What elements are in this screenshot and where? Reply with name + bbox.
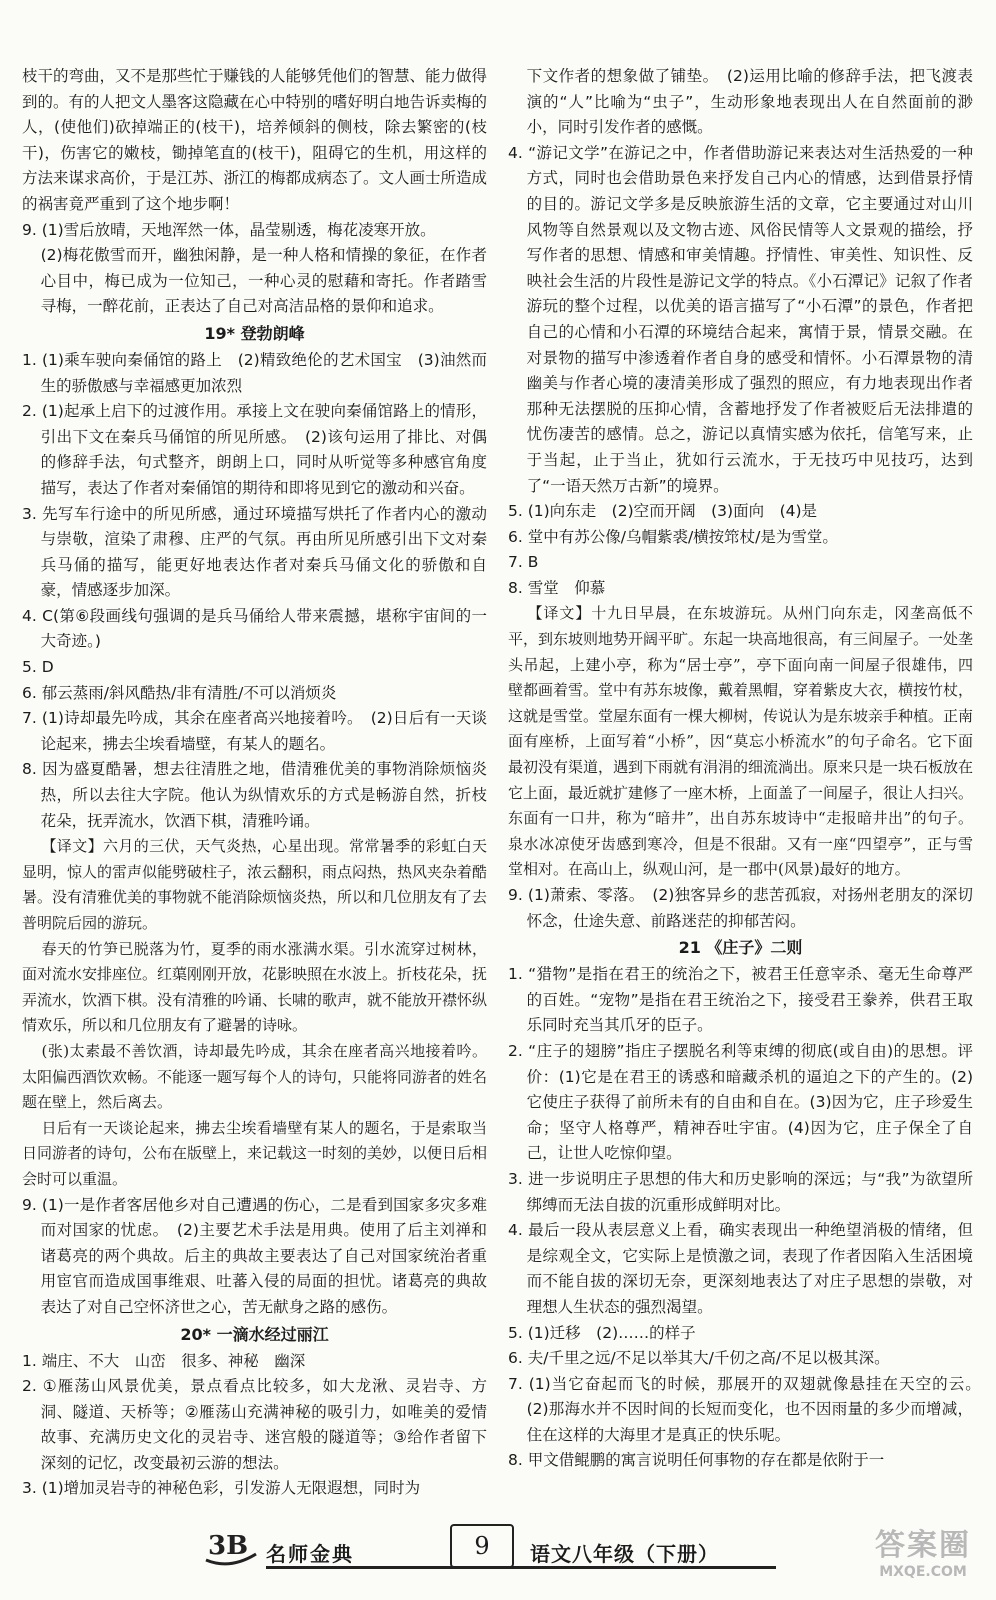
answer-paragraph: 2. (1)起承上启下的过渡作用。承接上文在驶向秦俑馆路上的情形，引出下文在秦兵马俑馆的所见所感。 (2)该句运用了排比、对偶的修辞手法，句式整齐，朗朗上口，同时从听觉等多种感官角度描写，表达了作者对秦俑馆的期待和即将见到它的激动和兴奋。	[22, 402, 487, 497]
left-column	[22, 64, 487, 1502]
answer-paragraph: (2)梅花傲雪而开，幽独闲静，是一种人格和情操的象征，在作者心目中，梅已成为一位知己，一种心灵的慰藉和寄托。作者踏雪寻梅，一醉花前，正表达了自己对高洁品格的景仰和追求。	[40, 246, 487, 316]
watermark	[864, 1528, 982, 1590]
answer-paragraph: 9. (1)一是作者客居他乡对自己遭遇的伤心，二是看到国家多灾多难而对国家的忧虑。 (2)主要艺术手法是用典。使用了后主刘禅和诸葛亮的两个典故。后主的典故主要表达了自己对国家统治者重用宦官而造成国事维艰、吐蕃入侵的局面的担忧。诸葛亮的典故表达了对自己空怀济世之心，苦无献身之路的感伤。	[22, 1195, 487, 1316]
translation-paragraph: 春天的竹笋已脱落为竹，夏季的雨水涨满水渠。引水流穿过树林，面对流水安排座位。红蕖刚刚开放，花影映照在水波上。折枝花朵，抚弄流水，饮酒下棋。没有清雅的吟诵、长啸的歌声，就不能放开襟怀纵情欢乐，所以和几位朋友有了避暑的诗咏。	[22, 939, 488, 1035]
answer-paragraph: 9. (1)雪后放晴，天地浑然一体，晶莹剔透，梅花凌寒开放。	[22, 220, 436, 239]
answer-paragraph: 9. (1)萧索、零落。 (2)独客异乡的悲苦孤寂，对扬州老朋友的深切怀念，仕途失意、前路迷茫的抑郁苦闷。	[508, 886, 973, 930]
right-column	[508, 64, 989, 1474]
answer-paragraph: 3. 先写车行途中的所见所感，通过环境描写烘托了作者内心的激动与崇敬，渲染了肃穆、庄严的气氛。再由所见所感引出下文对秦兵马俑的描写，能更好地表达作者对秦兵马俑文化的骄傲和自豪，情感逐步加深。	[22, 504, 487, 600]
answer-paragraph: 6. 夫/千里之远/不足以举其大/千仞之高/不足以极其深。	[508, 1349, 890, 1368]
watermark-url: MXQE.COM	[879, 1564, 967, 1580]
translation-paragraph: 日后有一天谈论起来，拂去尘埃看墙壁有某人的题名，于是索取当日同游者的诗句，公布在版壁上，来记载这一时刻的美妙，以便日后相会时可以重温。	[22, 1118, 488, 1188]
page-number: 9	[450, 1524, 514, 1568]
page-footer	[200, 1520, 780, 1572]
answer-paragraph: 2. ①雁荡山风景优美，景点看点比较多，如大龙湫、灵岩寺、方洞、隧道、天桥等；②雁荡山充满神秘的吸引力，如唯美的爱情故事、充满历史文化的灵岩寺、迷宫般的隧道等；③给作者留下深刻的记忆，改变最初云游的想法。	[22, 1377, 487, 1472]
answer-paragraph: 1. “猎物”是指在君王的统治之下，被君王任意宰杀、毫无生命尊严的百姓。“宠物”是指在君王统治之下，接受君王豢养，供君王取乐同时充当其爪牙的臣子。	[508, 965, 973, 1035]
brand-logo-text: 3B	[208, 1531, 249, 1561]
answer-paragraph: 6. 堂中有苏公像/乌帽紫裘/横按筇杖/是为雪堂。	[508, 527, 838, 546]
answer-paragraph: 下文作者的想象做了铺垫。 (2)运用比喻的修辞手法，把飞渡表演的“人”比喻为“虫子”，生动形象地表现出人在自然面前的渺小，同时引发作者的感慨。	[526, 67, 973, 137]
answer-paragraph: 8. 雪堂 仰慕	[508, 578, 606, 597]
subject-title: 语文八年级（下册）	[530, 1542, 719, 1566]
answer-paragraph: 1. (1)乘车驶向秦俑馆的路上 (2)精致绝伦的艺术国宝 (3)油然而生的骄傲感与幸福感更加浓烈	[22, 350, 487, 395]
answer-paragraph: 7. (1)当它奋起而飞的时候，那展开的双翅就像悬挂在天空的云。 (2)那海水并不因时间的长短而变化，也不因雨量的多少而增减，住在这样的大海里才是真正的快乐呢。	[508, 1374, 989, 1444]
answer-paragraph: 枝干的弯曲，又不是那些忙于赚钱的人能够凭他们的智慧、能力做得到的。有的人把文人墨客这隐藏在心中特别的嗜好明白地告诉卖梅的人，(使他们)砍掉端正的(枝干)，培养倾斜的侧枝，除去繁密的(枝干)，伤害它的嫩枝，锄掉笔直的(枝干)，阻碍它的生机，用这样的方法来谋求高价，于是江苏、浙江的梅都成病态了。文人画士所造成的祸害竟严重到了这个地步啊！	[22, 67, 488, 213]
section-heading: 19* 登勃朗峰	[204, 323, 305, 343]
section-heading: 21 《庄子》二则	[678, 938, 803, 958]
answer-paragraph: 3. 进一步说明庄子思想的伟大和历史影响的深远；与“我”为欲望所绑缚而无法自拔的沉重形成鲜明对比。	[508, 1169, 973, 1214]
answer-paragraph: 4. 最后一段从表层意义上看，确实表现出一种绝望消极的情绪，但是综观全文，它实际上是愤激之词，表现了作者因陷入生活困境而不能自拔的深切无奈，更深刻地表达了对庄子思想的崇敬，对理想人生状态的强烈渴望。	[508, 1221, 973, 1316]
answer-paragraph: 4. “游记文学”在游记之中，作者借助游记来表达对生活热爱的一种方式，同时也会借助景色来抒发自己内心的情感，达到借景抒情的目的。游记文学多是反映旅游生活的文章，它主要通过对山川风物等自然景观以及文物古迹、风俗民情等人文景观的描绘，抒写作者的思想、情感和审美情趣。抒情性、审美性、知识性、反映社会生活的片段性是游记文学的特点。《小石潭记》记叙了作者游玩的整个过程，以优美的语言描写了“小石潭”的景色，作者把自己的心情和小石潭的环境结合起来，寓情于景，情景交融。在对景物的描写中渗透着作者自身的感受和情怀。小石潭景物的清幽美与作者心境的凄清美形成了强烈的照应，有力地表现出作者那种无法摆脱的压抑心情，含蓄地抒发了作者被贬后无法排遣的忧伤凄苦的感情。总之，游记以真情实感为依托，信笔写来，止于当起，止于当止，犹如行云流水，于无技巧中见技巧，达到了“一语天然万古新”的境界。	[508, 143, 973, 495]
translation-paragraph: 【译文】十九日早晨，在东坡游玩。从州门向东走，冈垄高低不平，到东坡则地势开阔平旷。东起一块高地很高，有三间屋子。一处垄头吊起，上建小亭，称为“居士亭”，亭下面向南一间屋子很雄伟，四壁都画着雪。堂中有苏东坡像，戴着黑帽，穿着紫皮大衣，横按竹杖，这就是雪堂。堂屋东面有一棵大柳树，传说认为是东坡亲手种植。正南面有座桥，上面写着“小桥”，因“莫忘小桥流水”的句子命名。它下面最初没有渠道，遇到下雨就有涓涓的细流淌出。原来只是一块石板放在它上面，最近就扩建修了一座木桥，上面盖了一间屋子，很让人扫兴。东面有一口井，称为“暗井”，出自苏东坡诗中“走报暗井出”的句子。泉水冰凉使牙齿感到寒冷，但是不很甜。又有一座“四望亭”，正与雪堂相对。在高山上，纵观山河，是一郡中(风景)最好的地方。	[508, 604, 974, 879]
watermark-title: 答案圈	[875, 1528, 971, 1563]
answer-paragraph: 6. 郁云蒸雨/斜风酷热/非有清胜/不可以消烦炎	[22, 683, 337, 702]
answer-paragraph: 4. C(第⑥段画线句强调的是兵马俑给人带来震撼，堪称宇宙间的一大奇迹。)	[22, 606, 487, 651]
answer-paragraph: 5. (1)迁移 (2)……的样子	[508, 1323, 696, 1342]
translation-paragraph: 【译文】六月的三伏，天气炎热，心星出现。常常暑季的彩虹白天显明，惊人的雷声似能劈破柱子，浓云翻积，雨点闷热，热风夹杂着酷暑。没有清雅优美的事物就不能消除烦恼炎热，所以和几位朋友有了去普明院后园的游玩。	[22, 837, 488, 932]
answer-paragraph: 7. (1)诗却最先吟成，其余在座者高兴地接着吟。 (2)日后有一天谈论起来，拂去尘埃看墙壁，有某人的题名。	[22, 709, 487, 753]
brand-logo-icon	[200, 1520, 260, 1572]
section-heading: 20* 一滴水经过丽江	[180, 1324, 329, 1344]
answer-paragraph: 2. “庄子的翅膀”指庄子摆脱名利等束缚的彻底(或自由)的思想。评价：(1)它是在君王的诱惑和暗藏杀机的逼迫之下的产生的。(2)它使庄子获得了前所未有的自由和自在。(3)因为它，庄子珍爱生命；坚守人格尊严，精神吞吐宇宙。(4)因为它，庄子保全了自己，让世人吃惊仰望。	[508, 1041, 973, 1163]
footer-rule	[266, 1566, 776, 1569]
answer-paragraph: 5. (1)向东走 (2)空而开阔 (3)面向 (4)是	[508, 502, 818, 521]
answer-paragraph: 8. 甲文借鲲鹏的寓言说明任何事物的存在都是依附于一	[508, 1451, 885, 1470]
answer-paragraph: 8. 因为盛夏酷暑，想去往清胜之地，借清雅优美的事物消除烦恼炎热，所以去往大字院。他认为纵情欢乐的方式是畅游自然，折枝花朵，抚弄流水，饮酒下棋，清雅吟诵。	[22, 760, 487, 830]
answer-paragraph: 7. B	[508, 553, 539, 572]
brand-name: 名师金典	[266, 1542, 354, 1566]
answer-paragraph: 5. D	[22, 658, 54, 677]
answer-paragraph: 1. 端庄、不大 山峦 很多、神秘 幽深	[22, 1351, 306, 1370]
translation-paragraph: (张)太素最不善饮酒，诗却最先吟成，其余在座者高兴地接着吟。太阳偏西酒饮欢畅。不能逐一题写每个人的诗句，只能将同游者的姓名题在壁上，然后离去。	[22, 1041, 488, 1112]
answer-paragraph: 3. (1)增加灵岩寺的神秘色彩，引发游人无限遐想，同时为	[22, 1479, 421, 1498]
